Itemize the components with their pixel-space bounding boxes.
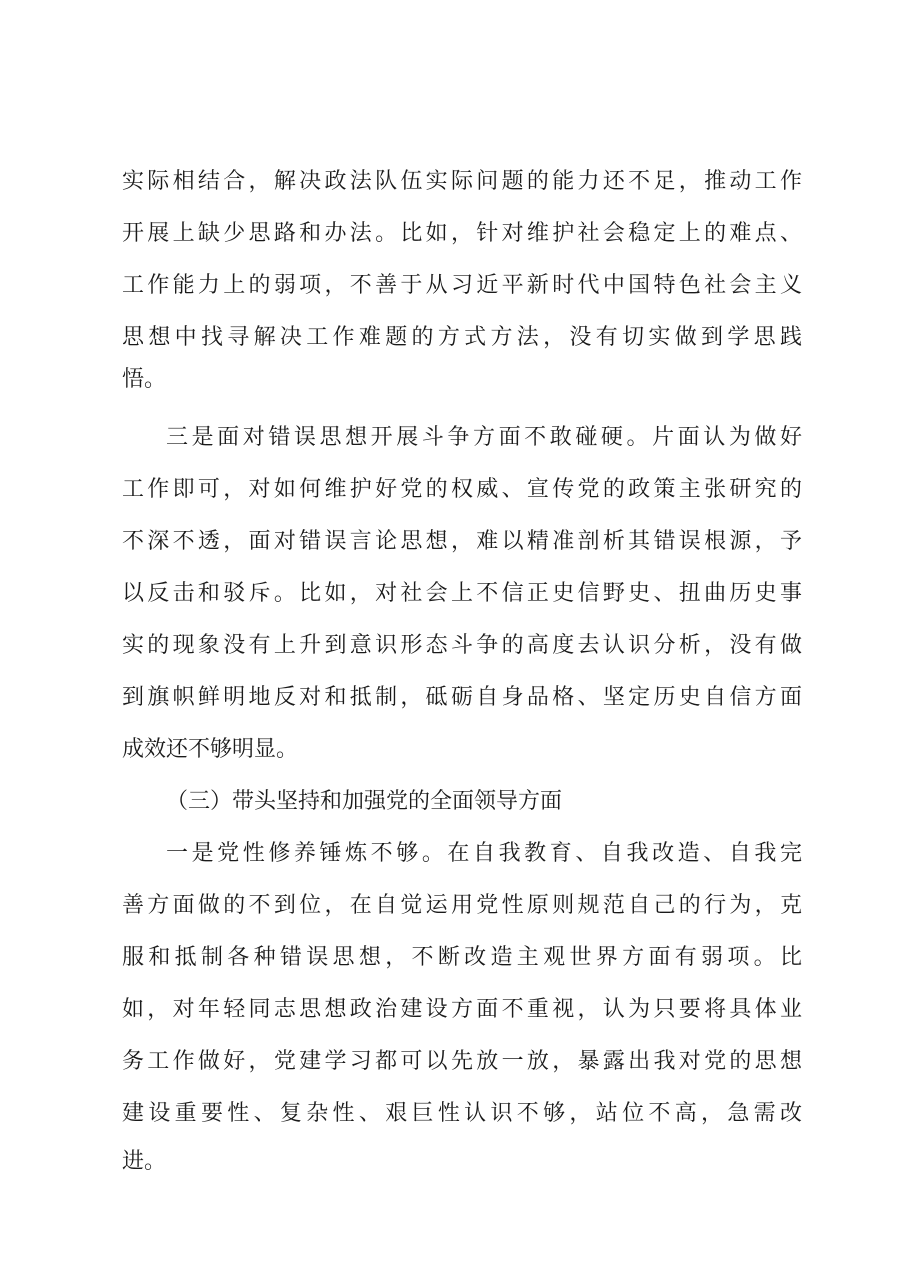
paragraph-line: 不深不透，面对错误言论思想，难以精准剖析其错误根源，予: [122, 529, 802, 554]
paragraph-line: 到旗帜鲜明地反对和抵制，砥砺自身品格、坚定历史自信方面: [122, 685, 802, 710]
paragraph-line: 建设重要性、复杂性、艰巨性认识不够，站位不高，急需改: [122, 1101, 802, 1126]
paragraph-line: 实的现象没有上升到意识形态斗争的高度去认识分析，没有做: [122, 633, 802, 658]
section-heading: （三）带头坚持和加强党的全面领导方面: [166, 789, 563, 814]
paragraph-line: 成效还不够明显。: [122, 737, 299, 762]
paragraph-line: 工作即可，对如何维护好党的权威、宣传党的政策主张研究的: [122, 477, 802, 502]
paragraph-line: 悟。: [122, 367, 167, 392]
paragraph-line: 进。: [122, 1149, 167, 1174]
paragraph-line: 善方面做的不到位，在自觉运用党性原则规范自己的行为，克: [122, 893, 802, 918]
paragraph-line: 一是党性修养锤炼不够。在自我教育、自我改造、自我完: [166, 841, 802, 866]
paragraph-line: 思想中找寻解决工作难题的方式方法，没有切实做到学思践: [122, 325, 802, 350]
paragraph-line: 务工作做好，党建学习都可以先放一放，暴露出我对党的思想: [122, 1049, 802, 1074]
paragraph-line: 三是面对错误思想开展斗争方面不敢碰硬。片面认为做好: [166, 425, 802, 450]
paragraph-line: 工作能力上的弱项，不善于从习近平新时代中国特色社会主义: [122, 273, 802, 298]
paragraph-line: 服和抵制各种错误思想，不断改造主观世界方面有弱项。比: [122, 945, 802, 970]
paragraph-line: 开展上缺少思路和办法。比如，针对维护社会稳定上的难点、: [122, 221, 802, 246]
paragraph-line: 实际相结合，解决政法队伍实际问题的能力还不足，推动工作: [122, 169, 802, 194]
paragraph-line: 以反击和驳斥。比如，对社会上不信正史信野史、扭曲历史事: [122, 581, 802, 606]
paragraph-line: 如，对年轻同志思想政治建设方面不重视，认为只要将具体业: [122, 997, 802, 1022]
